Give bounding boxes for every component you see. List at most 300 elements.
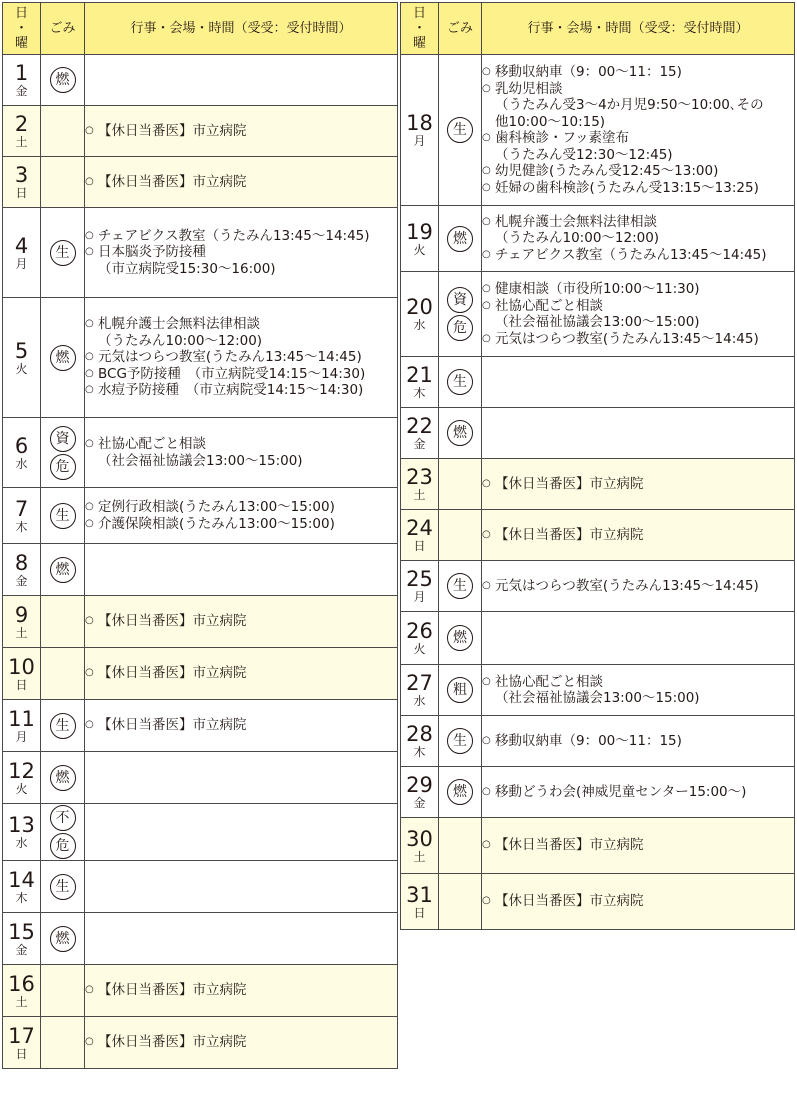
day-number: 22 — [406, 414, 433, 438]
day-row — [3, 596, 398, 648]
day-number: 20 — [406, 295, 433, 319]
bullet-circle-icon: ○ — [482, 734, 491, 746]
weekday: 日 — [15, 186, 28, 200]
bullet-circle-icon: ○ — [85, 501, 94, 512]
gomi-cell — [41, 208, 85, 298]
day-cell — [3, 1017, 41, 1069]
event-item — [482, 130, 794, 147]
gomi-cell — [41, 752, 85, 804]
events-cell — [482, 716, 795, 767]
bullet-circle-icon: ○ — [85, 367, 94, 379]
day-number: 25 — [406, 567, 433, 591]
weekday: 月 — [15, 729, 28, 744]
day-cell — [401, 55, 439, 206]
event-text: 元気はつらつ教室(うたみん13:45～14:45) — [495, 330, 759, 347]
bullet-circle-icon: ○ — [482, 332, 491, 344]
gomi-burnable-icon: 燃 — [447, 625, 473, 651]
day-cell — [401, 665, 439, 716]
events-header: 行事・会場・時間（受受：受付時間） — [85, 3, 398, 55]
day-number: 27 — [406, 671, 433, 695]
day-cell — [3, 544, 41, 596]
bullet-circle-icon: ○ — [482, 248, 491, 260]
event-text: 【休日当番医】市立病院 — [98, 1034, 247, 1051]
event-text: 移動収納車（9：00～11：15) — [495, 732, 682, 749]
event-item — [482, 214, 794, 231]
weekday: 火 — [413, 242, 426, 257]
gomi-burnable-icon: 燃 — [50, 926, 76, 952]
bullet-circle-icon: ○ — [85, 438, 94, 449]
day-row — [401, 510, 795, 561]
event-text: 【休日当番医】市立病院 — [495, 475, 644, 492]
events-cell — [482, 357, 795, 408]
weekday: 木 — [413, 745, 426, 759]
day-number: 30 — [406, 826, 433, 851]
event-item — [85, 228, 397, 245]
day-row — [401, 874, 795, 930]
event-item — [482, 331, 794, 348]
events-cell — [85, 648, 398, 700]
uketsuke-icon: 受 — [247, 21, 261, 36]
event-item — [482, 298, 794, 315]
day-cell — [401, 767, 439, 818]
event-text: 日本脳炎予防接種 — [98, 244, 206, 261]
day-row — [401, 55, 795, 206]
event-text: 札幌弁護士会無料法律相談 — [495, 213, 657, 230]
event-item — [85, 366, 397, 383]
event-item — [85, 613, 397, 630]
events-cell — [85, 106, 398, 157]
gomi-raw-icon: 生 — [50, 503, 76, 529]
day-row — [401, 665, 795, 716]
gomi-cell — [41, 418, 85, 488]
bullet-circle-icon: ○ — [482, 675, 491, 687]
gomi-cell — [41, 700, 85, 752]
bullet-circle-icon: ○ — [482, 299, 491, 311]
event-item — [85, 123, 397, 140]
gomi-cell — [41, 106, 85, 157]
event-item — [85, 349, 397, 366]
event-detail: （うたみん受12:30～12:45) — [495, 146, 673, 163]
day-number: 8 — [14, 550, 29, 575]
gomi-cell — [41, 1017, 85, 1069]
uketsuke-icon: 受 — [644, 21, 658, 36]
day-number: 11 — [8, 706, 35, 731]
day-row — [401, 408, 795, 459]
gomi-burnable-icon: 燃 — [50, 765, 76, 791]
weekday: 土 — [15, 994, 28, 1009]
gomi-raw-icon: 生 — [447, 728, 473, 754]
event-text: 社協心配ごと相談 — [495, 673, 603, 690]
day-cell — [3, 596, 41, 648]
events-cell — [482, 272, 795, 357]
event-item — [482, 733, 794, 750]
event-item — [482, 578, 794, 595]
day-row — [3, 648, 398, 700]
events-cell — [482, 874, 795, 930]
day-row — [401, 357, 795, 408]
bullet-circle-icon: ○ — [85, 615, 94, 627]
day-number: 12 — [8, 758, 35, 783]
events-cell — [85, 861, 398, 913]
day-number: 9 — [14, 602, 29, 627]
event-item — [85, 174, 397, 191]
gomi-cell — [439, 874, 482, 930]
gomi-cell — [41, 861, 85, 913]
day-row — [3, 208, 398, 298]
event-text: 水痘予防接種 （市立病院受14:15～14:30) — [98, 382, 364, 399]
bullet-circle-icon: ○ — [85, 351, 94, 363]
day-row — [3, 700, 398, 752]
day-number: 26 — [406, 619, 433, 643]
events-cell — [482, 767, 795, 818]
gomi-cell — [41, 157, 85, 208]
events-cell — [482, 510, 795, 561]
day-number: 14 — [8, 867, 35, 892]
gomi-hazard-icon: 危 — [50, 454, 76, 480]
weekday: 水 — [413, 694, 426, 708]
event-text: 移動どうわ会(神威児童センター15:00～) — [495, 783, 747, 800]
weekday: 土 — [15, 625, 28, 640]
event-text: 元気はつらつ教室(うたみん13:45～14:45) — [98, 349, 362, 366]
event-text: 【休日当番医】市立病院 — [495, 526, 644, 543]
gomi-burnable-icon: 燃 — [50, 345, 76, 371]
gomi-cell — [439, 408, 482, 459]
event-item — [482, 527, 794, 544]
day-row — [401, 818, 795, 874]
bullet-circle-icon: ○ — [482, 477, 491, 489]
event-item — [85, 316, 397, 333]
day-row — [401, 716, 795, 767]
event-text: チェアビクス教室（うたみん13:45～14:45) — [495, 246, 767, 263]
day-cell — [3, 298, 41, 418]
day-number: 1 — [14, 61, 29, 85]
weekday: 日 — [15, 677, 28, 692]
gomi-hazard-icon: 危 — [447, 315, 473, 341]
gomi-cell — [439, 818, 482, 874]
day-row — [401, 272, 795, 357]
gomi-cell — [41, 648, 85, 700]
gomi-cell — [439, 510, 482, 561]
weekday: 水 — [15, 456, 28, 471]
weekday: 日 — [413, 905, 426, 920]
day-number: 4 — [14, 233, 29, 258]
gomi-cell — [439, 55, 482, 206]
events-cell — [85, 418, 398, 488]
events-cell — [85, 913, 398, 965]
events-cell — [482, 612, 795, 665]
gomi-cell — [41, 804, 85, 861]
day-cell — [401, 874, 439, 930]
day-cell — [401, 561, 439, 612]
gomi-cell — [41, 965, 85, 1017]
weekday: 土 — [413, 849, 426, 864]
bullet-circle-icon: ○ — [85, 384, 94, 396]
day-number: 2 — [14, 112, 29, 136]
gomi-raw-icon: 生 — [50, 874, 76, 900]
day-header: 日 ・ 曜 — [3, 3, 41, 55]
weekday: 火 — [15, 781, 28, 796]
gomi-nonburnable-icon: 不 — [50, 805, 76, 831]
day-number: 18 — [406, 111, 433, 135]
gomi-raw-icon: 生 — [50, 713, 76, 739]
weekday: 金 — [15, 573, 28, 588]
event-text: 乳幼児相談 — [495, 80, 563, 97]
event-detail: （うたみん10:00～12:00) — [98, 332, 263, 349]
event-item — [85, 516, 397, 533]
event-text: 【休日当番医】市立病院 — [98, 122, 247, 139]
bullet-circle-icon: ○ — [482, 579, 491, 591]
events-cell — [85, 488, 398, 544]
day-number: 7 — [14, 496, 29, 521]
bullet-circle-icon: ○ — [482, 785, 491, 797]
day-number: 21 — [406, 363, 433, 387]
gomi-raw-icon: 生 — [447, 369, 473, 395]
event-text: 定例行政相談(うたみん13:00～15:00) — [98, 499, 335, 515]
bullet-circle-icon: ○ — [482, 528, 491, 540]
day-number: 29 — [406, 773, 433, 797]
day-number: 17 — [8, 1023, 35, 1048]
event-text: 札幌弁護士会無料法律相談 — [98, 316, 260, 333]
event-detail: （市立病院受15:30～16:00) — [98, 260, 276, 277]
events-cell — [85, 298, 398, 418]
gomi-cell — [41, 544, 85, 596]
day-cell — [401, 818, 439, 874]
event-text: 【休日当番医】市立病院 — [98, 173, 247, 190]
day-row — [401, 459, 795, 510]
gomi-header: ごみ — [41, 3, 85, 55]
day-row — [401, 561, 795, 612]
event-item — [482, 247, 794, 264]
event-detail: （社会福祉協議会13:00～15:00) — [495, 690, 700, 706]
event-item — [85, 1034, 397, 1051]
weekday: 金 — [413, 796, 426, 810]
gomi-burnable-icon: 燃 — [447, 420, 473, 446]
bullet-circle-icon: ○ — [482, 215, 491, 227]
gomi-hazard-icon: 危 — [50, 833, 76, 859]
weekday: 土 — [413, 488, 426, 502]
event-detail: （うたみん受3～4か月児9:50～10:00､その — [495, 97, 764, 113]
gomi-raw-icon: 生 — [447, 573, 473, 599]
day-cell — [3, 418, 41, 488]
gomi-cell — [439, 665, 482, 716]
day-number: 15 — [8, 919, 35, 944]
day-row — [3, 1017, 398, 1069]
weekday: 水 — [413, 318, 426, 332]
day-cell — [3, 157, 41, 208]
bullet-circle-icon: ○ — [85, 1036, 94, 1048]
event-text: 【休日当番医】市立病院 — [98, 665, 247, 682]
event-text: 健康相談（市役所10:00～11:30) — [495, 281, 700, 297]
event-item — [85, 436, 397, 453]
events-cell — [85, 596, 398, 648]
day-number: 3 — [14, 163, 29, 187]
gomi-burnable-icon: 燃 — [447, 226, 473, 252]
gomi-resource-icon: 資 — [447, 287, 473, 313]
events-cell — [482, 408, 795, 459]
event-detail: （社会福祉協議会13:00～15:00) — [495, 314, 700, 330]
event-item — [482, 893, 794, 910]
bullet-circle-icon: ○ — [85, 984, 94, 996]
event-text: 元気はつらつ教室(うたみん13:45～14:45) — [495, 577, 759, 594]
day-row — [401, 767, 795, 818]
event-text: チェアビクス教室（うたみん13:45～14:45) — [98, 227, 370, 244]
weekday: 金 — [413, 437, 426, 451]
event-text: BCG予防接種 （市立病院受14:15～14:30) — [98, 365, 366, 382]
events-cell — [482, 206, 795, 272]
gomi-burnable-icon: 燃 — [50, 557, 76, 583]
day-cell — [3, 700, 41, 752]
header-row — [3, 3, 398, 55]
bullet-circle-icon: ○ — [85, 517, 94, 529]
weekday: 火 — [413, 642, 426, 656]
gomi-bulky-icon: 粗 — [447, 677, 473, 703]
gomi-burnable-icon: 燃 — [50, 67, 76, 93]
day-number: 28 — [406, 722, 433, 746]
day-cell — [401, 716, 439, 767]
day-number: 31 — [406, 882, 433, 907]
event-item — [482, 163, 794, 180]
event-text: 歯科検診・フッ素塗布 — [495, 130, 630, 146]
weekday: 火 — [15, 361, 28, 376]
gomi-cell — [41, 55, 85, 106]
gomi-cell — [439, 272, 482, 357]
gomi-cell — [41, 913, 85, 965]
weekday: 月 — [413, 134, 426, 148]
event-item — [85, 382, 397, 399]
event-text: 【休日当番医】市立病院 — [495, 893, 644, 910]
bullet-circle-icon: ○ — [85, 318, 94, 330]
events-cell — [482, 818, 795, 874]
bullet-circle-icon: ○ — [85, 175, 94, 187]
day-cell — [401, 612, 439, 665]
day-cell — [401, 459, 439, 510]
day-cell — [3, 913, 41, 965]
event-item — [482, 476, 794, 493]
weekday: 水 — [15, 836, 28, 850]
day-row — [3, 157, 398, 208]
event-item — [85, 499, 397, 516]
event-text: 社協心配ごと相談 — [98, 436, 206, 452]
bullet-circle-icon: ○ — [85, 246, 94, 258]
day-cell — [401, 206, 439, 272]
event-item — [482, 180, 794, 197]
day-cell — [401, 510, 439, 561]
day-row — [3, 55, 398, 106]
gomi-cell — [439, 561, 482, 612]
gomi-raw-icon: 生 — [50, 240, 76, 266]
gomi-cell — [439, 767, 482, 818]
day-cell — [401, 272, 439, 357]
event-item — [482, 674, 794, 691]
events-cell — [85, 804, 398, 861]
event-item — [85, 244, 397, 261]
day-row — [401, 206, 795, 272]
events-cell — [85, 544, 398, 596]
gomi-cell — [439, 357, 482, 408]
event-item — [482, 784, 794, 801]
bullet-circle-icon: ○ — [85, 719, 94, 731]
day-row — [3, 804, 398, 861]
gomi-header: ごみ — [439, 3, 482, 55]
events-cell — [85, 965, 398, 1017]
events-header: 行事・会場・時間（受受：受付時間） — [482, 3, 795, 55]
day-number: 6 — [14, 433, 29, 458]
event-detail: （うたみん10:00～12:00) — [495, 230, 660, 247]
bullet-circle-icon: ○ — [482, 283, 491, 294]
bullet-circle-icon: ○ — [482, 165, 491, 176]
gomi-cell — [439, 716, 482, 767]
day-row — [3, 913, 398, 965]
event-text: 【休日当番医】市立病院 — [98, 717, 247, 734]
event-item — [85, 665, 397, 682]
day-number: 5 — [14, 338, 29, 363]
day-number: 10 — [8, 654, 35, 679]
events-cell — [85, 208, 398, 298]
day-row — [3, 418, 398, 488]
event-text: 【休日当番医】市立病院 — [98, 982, 247, 999]
day-cell — [3, 804, 41, 861]
day-cell — [401, 357, 439, 408]
gomi-resource-icon: 資 — [50, 426, 76, 452]
bullet-circle-icon: ○ — [85, 667, 94, 679]
events-cell — [482, 561, 795, 612]
event-text: 介護保険相談(うたみん13:00～15:00) — [98, 515, 335, 532]
event-item — [482, 64, 794, 81]
event-detail: 他10:00～10:15) — [495, 113, 606, 130]
weekday: 金 — [15, 84, 28, 98]
weekday: 日 — [413, 539, 426, 553]
events-cell — [482, 665, 795, 716]
day-row — [3, 965, 398, 1017]
day-cell — [3, 55, 41, 106]
day-number: 19 — [406, 219, 433, 244]
event-text: 社協心配ごと相談 — [495, 297, 603, 314]
weekday: 金 — [15, 942, 28, 957]
day-cell — [3, 965, 41, 1017]
day-cell — [3, 488, 41, 544]
weekday: 月 — [413, 590, 426, 604]
gomi-cell — [439, 206, 482, 272]
bullet-circle-icon: ○ — [482, 895, 491, 907]
weekday: 土 — [15, 135, 28, 149]
day-row — [3, 488, 398, 544]
day-number: 24 — [406, 516, 433, 540]
day-number: 16 — [8, 971, 35, 996]
event-item — [482, 281, 794, 298]
event-item — [482, 81, 794, 98]
event-text: 【休日当番医】市立病院 — [495, 837, 644, 854]
weekday: 木 — [413, 386, 426, 400]
events-cell — [85, 55, 398, 106]
gomi-cell — [439, 459, 482, 510]
event-text: 移動収納車（9：00～11：15) — [495, 64, 682, 80]
weekday: 月 — [15, 256, 28, 271]
day-row — [3, 298, 398, 418]
bullet-circle-icon: ○ — [85, 124, 94, 136]
bullet-circle-icon: ○ — [482, 82, 491, 94]
day-cell — [401, 408, 439, 459]
event-detail: （社会福祉協議会13:00～15:00) — [98, 452, 303, 469]
day-row — [3, 106, 398, 157]
bullet-circle-icon: ○ — [482, 839, 491, 851]
gomi-cell — [439, 612, 482, 665]
bullet-circle-icon: ○ — [482, 132, 491, 143]
event-text: 幼児健診(うたみん受12:45～13:00) — [495, 163, 719, 179]
day-cell — [3, 106, 41, 157]
events-cell — [85, 157, 398, 208]
bullet-circle-icon: ○ — [482, 181, 491, 193]
events-cell — [482, 459, 795, 510]
